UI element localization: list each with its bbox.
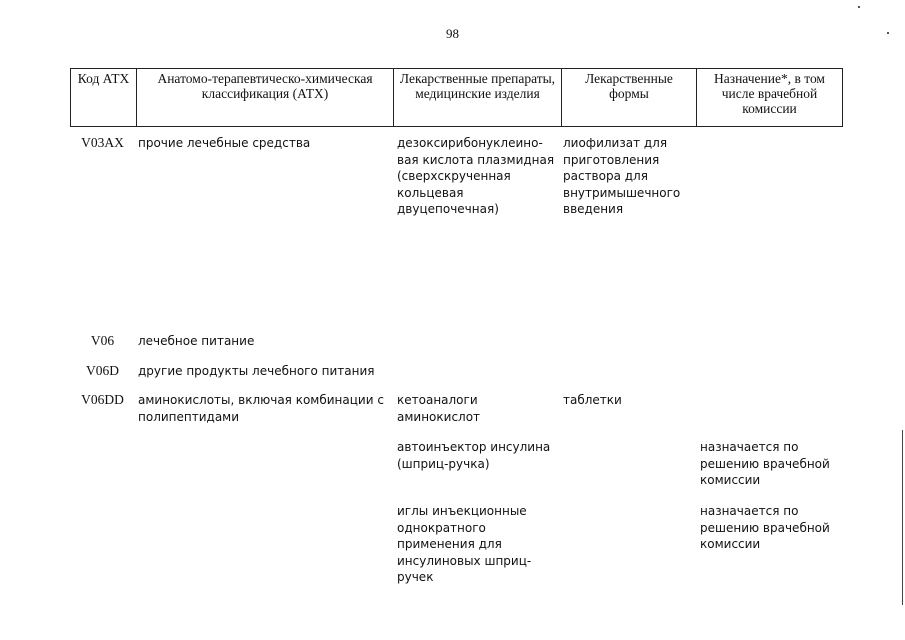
row-atc: аминокислоты, включая комбинации с полипептидами [138,393,384,424]
scan-speck [858,6,860,8]
row-atc: другие продукты лечебного питания [138,364,375,378]
row-note: назначается по решению врачебной комиссии [700,440,830,487]
row-code: V03AX [81,135,124,150]
row-drug: иглы инъекционные однократного применения для инсулиновых шприц-ручек [397,504,532,584]
row-drug: дезоксирибонуклеино-вая кислота плазмидная (сверхскрученная кольцевая двуцепочечная) [397,136,555,216]
row-drug: автоинъектор инсулина (шприц-ручка) [397,440,551,471]
header-purpose: Назначение*, в том числе врачебной комиссии [697,69,843,127]
row-code: V06 [90,333,115,348]
table-header [70,68,843,127]
row-form: таблетки [563,393,622,407]
header-drugs: Лекарственные препараты, медицинские изделия [394,69,562,127]
row-atc: прочие лечебные средства [138,136,311,150]
page-number: 98 [446,26,459,41]
header-atc: Анатомо-терапевтическо-химическая классификация (АТХ) [137,69,394,127]
scan-edge-line [902,430,903,605]
row-atc: лечебное питание [138,334,255,348]
header-code: Код АТХ [71,69,137,127]
row-form: лиофилизат для приготовления раствора для внутримышечного введения [563,136,681,216]
row-drug: кетоаналоги аминокислот [397,393,481,424]
row-code: V06DD [81,392,124,407]
scan-speck [887,32,889,34]
row-note: назначается по решению врачебной комиссии [700,504,830,551]
row-code: V06D [86,363,119,378]
header-forms: Лекарственные формы [562,69,697,127]
